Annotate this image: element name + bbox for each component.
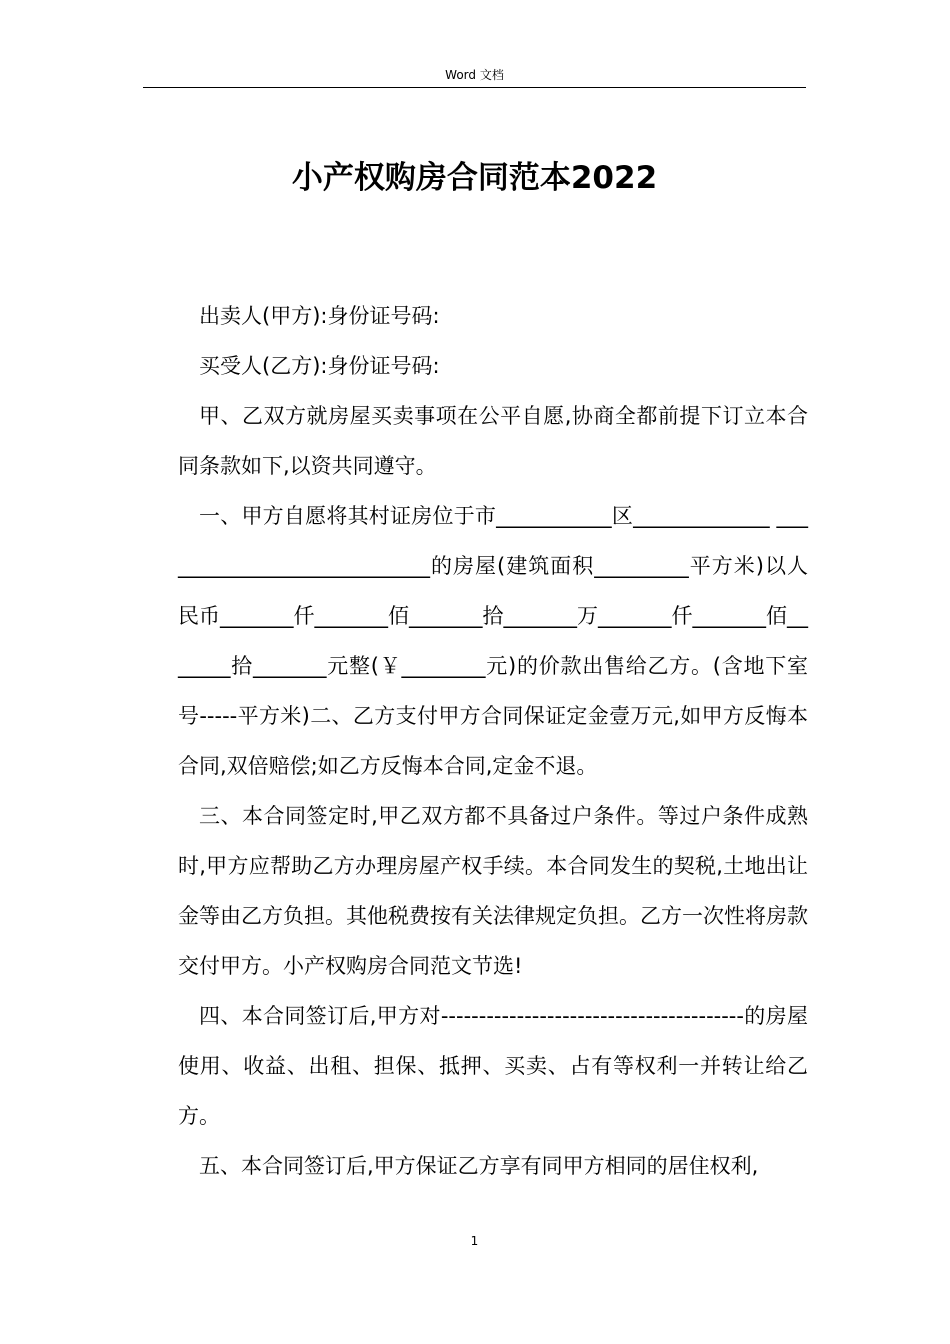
paragraph-clause-3: 三、本合同签定时,甲乙双方都不具备过户条件。等过户条件成熟时,甲方应帮助乙方办理房屋产权手续。本合同发生的契税,土地出让金等由乙方负担。其他税费按有关法律规定负担。乙方一次性将房款交付甲方。小产权购房合同范文节选!	[178, 804, 808, 978]
header-divider	[143, 87, 806, 88]
document-title: 小产权购房合同范本2022	[291, 160, 658, 196]
page-number: 1	[470, 1234, 479, 1248]
page-header: Word 文档	[445, 68, 504, 82]
paragraph-preamble: 甲、乙双方就房屋买卖事项在公平自愿,协商全都前提下订立本合同条款如下,以资共同遵守。	[178, 404, 808, 478]
paragraph-buyer: 买受人(乙方):身份证号码:	[199, 354, 440, 378]
paragraph-clause-4: 四、本合同签订后,甲方对----------------------------------------的房屋使用、收益、出租、担保、抵押、买卖、占有等权利一并转让给乙方。	[178, 1004, 808, 1128]
document-body	[178, 291, 808, 1191]
paragraph-clause-5: 五、本合同签订后,甲方保证乙方享有同甲方相同的居住权利,	[199, 1154, 759, 1178]
paragraph-seller: 出卖人(甲方):身份证号码:	[199, 304, 440, 328]
paragraph-clause-1-2: 一、甲方自愿将其村证房位于市___________区_____________ ___________________________的房屋(建筑面积_________平方米)以人民币_______仟_______佰_______拾_______万_______仟_______佰_______拾_______元整(￥________元)的价款出售给乙方。(含地下室号-----平方米)二、乙方支付甲方合同保证定金壹万元,如甲方反悔本合同,双倍赔偿;如乙方反悔本合同,定金不退。	[178, 504, 808, 778]
